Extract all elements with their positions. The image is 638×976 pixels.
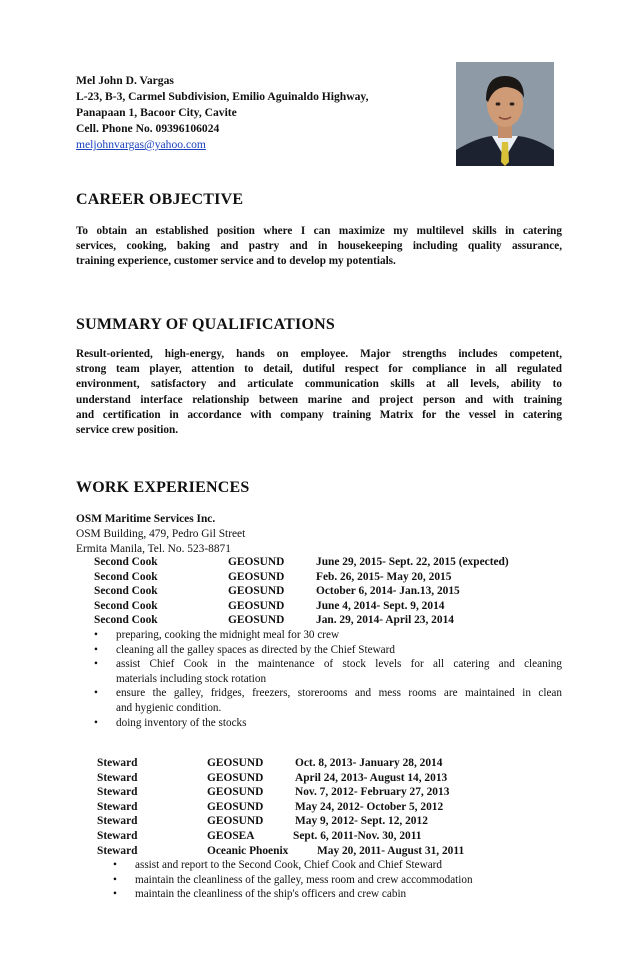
job-role: Steward <box>97 815 138 828</box>
address-line-1: L-23, B-3, Carmel Subdivision, Emilio Aguinaldo Highway, <box>76 90 369 103</box>
duty-line: • assist Chief Cook in the maintenance of stock levels for all catering and cleaning <box>116 658 562 671</box>
steward-duties <box>113 858 563 902</box>
summary-heading: SUMMARY OF QUALIFICATIONS <box>76 316 335 333</box>
job-row <box>94 599 564 614</box>
job-vessel: GEOSUND <box>207 800 264 813</box>
job-vessel: GEOSUND <box>207 757 264 769</box>
job-row <box>94 584 564 599</box>
job-vessel: GEOSUND <box>228 614 285 627</box>
duty-line: materials including stock rotation <box>116 672 267 685</box>
job-dates: May 20, 2011- August 31, 2011 <box>317 844 465 857</box>
job-vessel: GEOSUND <box>207 771 264 784</box>
job-role: Steward <box>97 800 138 813</box>
job-vessel: GEOSUND <box>207 815 264 828</box>
contact-header <box>76 73 368 153</box>
job-dates: Nov. 7, 2012- February 27, 2013 <box>295 786 450 799</box>
employer-block <box>76 512 245 557</box>
phone-number: Cell. Phone No. 09396106024 <box>76 122 220 135</box>
job-role: Steward <box>97 771 138 784</box>
job-dates: Sept. 6, 2011-Nov. 30, 2011 <box>293 829 422 842</box>
summary-text <box>76 347 562 438</box>
duty-line: • ensure the galley, fridges, freezers, storerooms and mess rooms are maintained in clean <box>116 687 562 700</box>
job-row <box>94 613 564 628</box>
steward-history <box>97 756 567 858</box>
job-row <box>97 800 567 815</box>
employer-address-2: Ermita Manila, Tel. No. 523-8871 <box>76 543 231 555</box>
applicant-photo <box>456 62 554 166</box>
address-line-2: Panapaan 1, Bacoor City, Cavite <box>76 106 237 119</box>
job-vessel: GEOSEA <box>207 829 255 842</box>
duty-item: • preparing, cooking the midnight meal for 30 crew <box>94 628 562 643</box>
applicant-name: Mel John D. Vargas <box>76 74 174 87</box>
summary-line: Result-oriented, high-energy, hands on employee. Major strengths includes competent, <box>76 348 562 360</box>
summary-line: service crew position. <box>76 424 179 437</box>
job-row <box>97 829 567 844</box>
objective-line: To obtain an established position where I can maximize my multilevel skills in catering <box>76 225 562 237</box>
job-role: Steward <box>97 829 138 842</box>
summary-line: and certification in accordance with company training Matrix for the vessel in catering <box>76 408 562 421</box>
duty-item: • assist and report to the Second Cook, Chief Cook and Chief Steward <box>113 858 563 873</box>
duty-item <box>94 686 562 715</box>
job-role: Second Cook <box>94 585 158 598</box>
summary-line: environment, satisfactory and articulate communication skills at all levels, ability to <box>76 378 562 391</box>
duty-item: • maintain the cleanliness of the ship's officers and crew cabin <box>113 887 563 902</box>
job-role: Second Cook <box>94 614 158 627</box>
job-row <box>97 785 567 800</box>
objective-line: services, cooking, baking and pastry and in housekeeping including quality assurance, <box>76 240 562 253</box>
job-row <box>94 570 564 585</box>
job-vessel: GEOSUND <box>228 585 285 598</box>
job-role: Second Cook <box>94 570 158 583</box>
email-link[interactable]: meljohnvargas@yahoo.com <box>76 138 206 151</box>
job-dates: Feb. 26, 2015- May 20, 2015 <box>316 570 452 583</box>
job-dates: June 29, 2015- Sept. 22, 2015 (expected) <box>316 556 509 568</box>
employer-name: OSM Maritime Services Inc. <box>76 513 216 525</box>
career-objective-text <box>76 224 562 270</box>
work-experience-heading: WORK EXPERIENCES <box>76 479 250 496</box>
job-dates: May 24, 2012- October 5, 2012 <box>295 800 444 813</box>
job-row <box>97 844 567 859</box>
job-vessel: GEOSUND <box>228 570 285 583</box>
job-row <box>94 555 564 570</box>
job-vessel: GEOSUND <box>207 786 264 799</box>
duty-item: • maintain the cleanliness of the galley, mess room and crew accommodation <box>113 873 563 888</box>
job-row <box>97 756 567 771</box>
job-row <box>97 771 567 786</box>
objective-line: training experience, customer service and to develop my potentials. <box>76 255 396 268</box>
job-dates: Jan. 29, 2014- April 23, 2014 <box>316 614 454 627</box>
job-role: Steward <box>97 786 138 799</box>
job-vessel: GEOSUND <box>228 599 285 612</box>
job-vessel: GEOSUND <box>228 556 285 568</box>
duty-item: • doing inventory of the stocks <box>94 716 562 731</box>
employer-address-1: OSM Building, 479, Pedro Gil Street <box>76 528 246 540</box>
second-cook-history <box>94 555 564 628</box>
duty-item: • cleaning all the galley spaces as directed by the Chief Steward <box>94 643 562 658</box>
summary-line: understand interface relationship between marine and project person and with training <box>76 393 562 406</box>
job-dates: June 4, 2014- Sept. 9, 2014 <box>316 599 445 612</box>
job-dates: April 24, 2013- August 14, 2013 <box>295 771 448 784</box>
job-role: Steward <box>97 844 138 857</box>
job-role: Second Cook <box>94 556 158 568</box>
career-objective-heading: CAREER OBJECTIVE <box>76 191 244 208</box>
duty-line: and hygienic condition. <box>116 701 222 714</box>
job-role: Steward <box>97 757 138 769</box>
job-dates: May 9, 2012- Sept. 12, 2012 <box>295 815 428 828</box>
job-vessel: Oceanic Phoenix <box>207 844 289 857</box>
job-role: Second Cook <box>94 599 158 612</box>
duty-item <box>94 657 562 686</box>
second-cook-duties <box>94 628 562 730</box>
job-dates: Oct. 8, 2013- January 28, 2014 <box>295 757 443 769</box>
summary-line: strong team player, attention to detail, dutiful respect for compliance in all regulated <box>76 363 562 376</box>
portrait-image <box>456 62 554 166</box>
job-row <box>97 814 567 829</box>
job-dates: October 6, 2014- Jan.13, 2015 <box>316 585 460 598</box>
